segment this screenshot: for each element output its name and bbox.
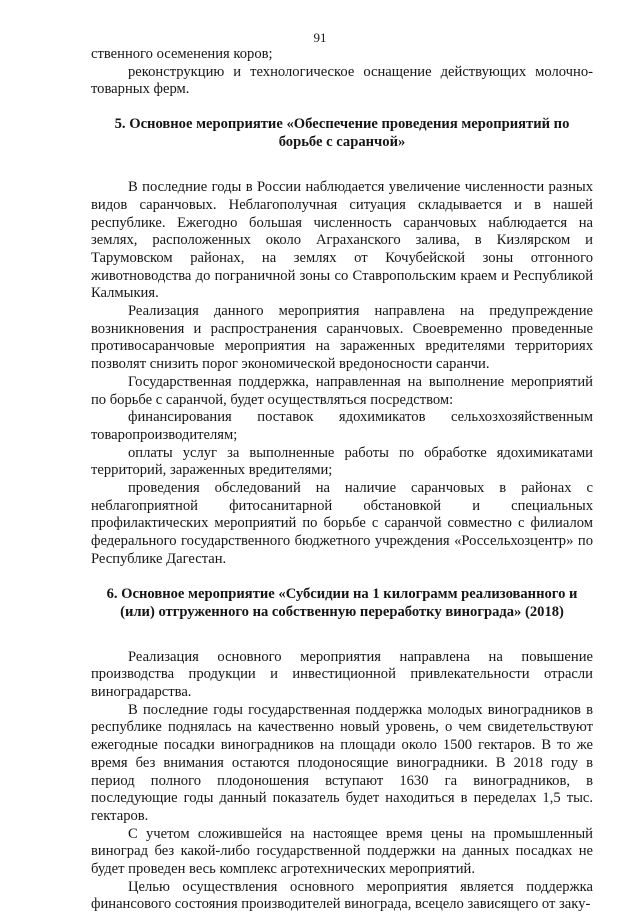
list-item: финансирования поставок ядохимикатов сельхозхозяйственным товаропроизводителям;	[91, 409, 593, 443]
continuation-text: ственного осеменения коров;	[91, 46, 273, 62]
paragraph: С учетом сложившейся на настоящее время цены на промышленный виноград без какой-либо государственной поддержки на данных посадках не будет проведен весь комплекс агротехнических мероприятий.	[91, 825, 593, 878]
paragraph: Реализация данного мероприятия направлена на предупреждение возникновения и распространения саранчовых. Своевременно проведенные противосаранчовые мероприятия на зараженных вредителями территориях позволят снизить порог экономической вредоносности саранчи.	[91, 303, 593, 373]
section-5-heading: 5. Основное мероприятие «Обеспечение проведения мероприятий по борьбе с саранчой»	[114, 116, 570, 151]
paragraph: Целью осуществления основного мероприятия является поддержка финансового состояния производителей винограда, всецело зависящего от заку-	[91, 878, 593, 913]
paragraph: В последние годы государственная поддержка молодых виноградников в республике поднялась на качественно новый уровень, о чем свидетельствуют ежегодные посадки виноградников на площади около 1500 гектаров. В то же время без внимания остаются плодоносящие виноградники. В 2018 году в период полного плодоношения вступают 1630 га виноградников, в последующие годы данный показатель будет находиться в переделах 1,5 тыс. гектаров.	[91, 701, 593, 824]
paragraph: В последние годы в России наблюдается увеличение численности разных видов саранчовых. Неблагополучная ситуация складывается и в нашей республике. Ежегодно большая численность саранчовых наблюдается на землях, расположенных около Аграханского залива, в Кизлярском и Тарумовском районах, на землях от Кочубейской зоны отгонного животноводства до пограничной зоны со Ставропольским краем и Республикой Калмыкия.	[91, 179, 593, 302]
section-6-heading: 6. Основное мероприятие «Субсидии на 1 килограмм реализованного и (или) отгруженного на собственную переработку винограда» (2018)	[106, 585, 578, 620]
paragraph: Реализация основного мероприятия направлена на повышение производства продукции и инвестиционной привлекательности отрасли виноградарства.	[91, 648, 593, 700]
list-item: проведения обследований на наличие саранчовых в районах с неблагоприятной фитосанитарной обстановкой и специальных профилактических мероприятий по борьбе с саранчой совместно с филиалом федерального государственного бюджетного учреждения «Россельхозцентр» по Республике Дагестан.	[91, 480, 593, 567]
list-item: реконструкцию и технологическое оснащение действующих молочно-товарных ферм.	[91, 63, 593, 98]
document-body	[91, 46, 593, 914]
list-item: оплаты услуг за выполненные работы по обработке ядохимикатами территорий, зараженных вредителями;	[91, 444, 593, 479]
page-number: 91	[313, 30, 327, 45]
paragraph: Государственная поддержка, направленная на выполнение мероприятий по борьбе с саранчой, будет осуществляться посредством:	[91, 373, 593, 408]
